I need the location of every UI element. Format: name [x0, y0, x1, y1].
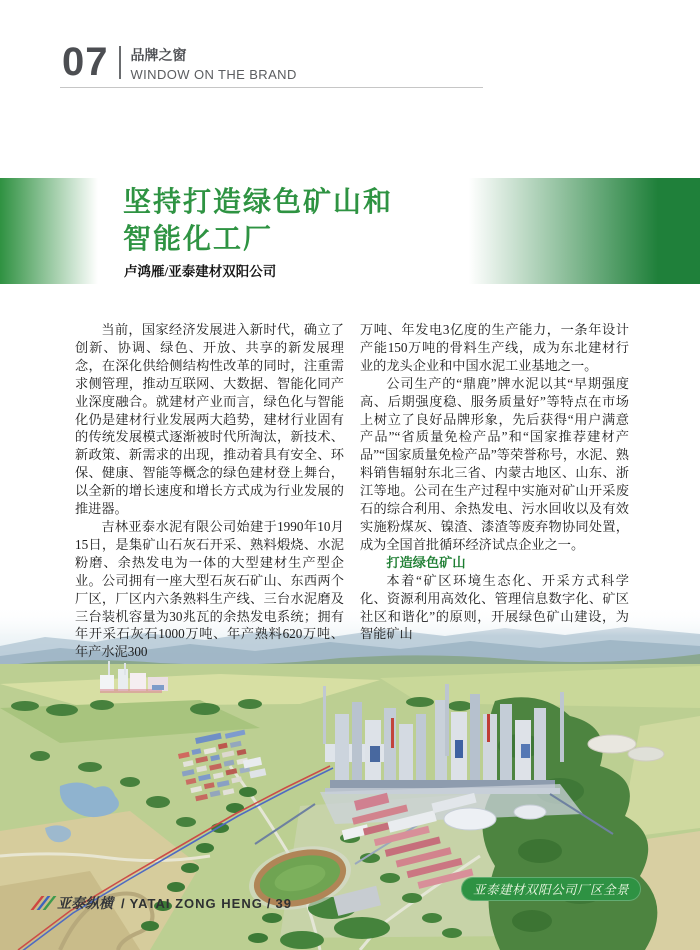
article-byline: 卢鸿雁/亚泰建材双阳公司 [124, 264, 277, 279]
article-title-line1: 坚持打造绿色矿山和 [123, 186, 394, 217]
storage-dome [514, 805, 546, 819]
storage-dome [444, 808, 496, 830]
forest-clump [518, 839, 562, 863]
section-title-en: WINDOW ON THE BRAND [130, 67, 297, 82]
footer-separator: / [266, 895, 272, 911]
article-title [123, 183, 393, 257]
body-column-left [75, 321, 344, 661]
footer-page-ref: 39 [275, 895, 292, 911]
forest-clump [512, 910, 552, 932]
blue-structure [370, 746, 380, 762]
footer-separator: / [121, 895, 126, 911]
magazine-name-cn: 亚泰纵横 [57, 897, 113, 912]
section-titles [131, 42, 297, 82]
paragraph-1: 当前，国家经济发展进入新时代，确立了创新、协调、绿色、开放、共享的新发展理念，在深化供给侧结构性改革的同时，注重需求侧管理，推动互联网、大数据、智能化同产业深度融合。就建材产业而言，绿色化与智能化仍是建材行业发展两大趋势，建材行业固有的传统发展模式逐渐被时代所淘汰，新技术、新政策、新需求的出现，推动着具有安全、环保、健康、智能等概念的绿色建材登上舞台，以全新的增长速度和增长方式成为行业发展的推进器。 [75, 322, 344, 517]
footer-line [36, 893, 292, 913]
chimney [560, 692, 564, 762]
paragraph-3: 万吨、年发电3亿度的生产能力，一条年设计产能150万吨的骨料生产线，成为东北建材行业的龙头企业和中国水泥工业基地之一。 [360, 322, 629, 373]
header-divider [119, 46, 121, 79]
photo-caption-label: 亚泰建材双阳公司厂区全景 [473, 883, 630, 897]
section-title-cn: 品牌之窗 [130, 47, 187, 63]
page-number: 07 [62, 40, 109, 84]
article-title-line2: 智能化工厂 [123, 223, 274, 254]
paragraph-2: 吉林亚泰水泥有限公司始建于1990年10月15日，是集矿山石灰石开采、熟料煅烧、水泥粉磨、余热发电为一体的大型建材生产型企业。公司拥有一座大型石灰石矿山、东西两个厂区，厂区内六条熟料生产线、三台水泥磨及三台装机容量为30兆瓦的余热发电系统；拥有年开采石灰石1000万吨、年产熟料620万吨、年产水泥300 [75, 518, 344, 660]
header-rule [60, 87, 483, 88]
body-column-right [360, 321, 629, 643]
blue-structure [521, 744, 530, 758]
paragraph-5: 本着“矿区环境生态化、开采方式科学化、资源利用高效化、管理信息数字化、矿区社区和谐化”的原则，开展绿色矿山建设，为智能矿山 [360, 572, 629, 642]
chimney [323, 686, 326, 744]
paragraph-4: 公司生产的“鼎鹿”牌水泥以其“早期强度高、后期强度稳、服务质量好”等特点在市场上树立了良好品牌形象，先后获得“用户满意产品”“省质量免检产品”和“国家推荐建材产品”“国家质量免检产品”等荣誉称号，水泥、熟料销售辐射东北三省、内蒙古地区、山东、浙江等地。公司在生产过程中实施对矿山开采废石的综合利用、余热发电、污水回收以及有效实施粉煤灰、镍渣、漆渣等废弃物协同处置，成为全国首批循环经济试点企业之一。 [360, 375, 629, 552]
red-stripe-tower [487, 714, 490, 742]
magazine-name-en: YATAI ZONG HENG [129, 895, 263, 911]
red-stripe-tower [391, 718, 394, 748]
photo-caption-badge [461, 877, 641, 901]
chimney [445, 684, 449, 756]
page-header [62, 42, 297, 82]
blue-structure [455, 740, 463, 758]
circular-pad [588, 735, 636, 753]
subheading-green-mine: 打造绿色矿山 [386, 554, 466, 570]
circular-pad [628, 747, 664, 761]
